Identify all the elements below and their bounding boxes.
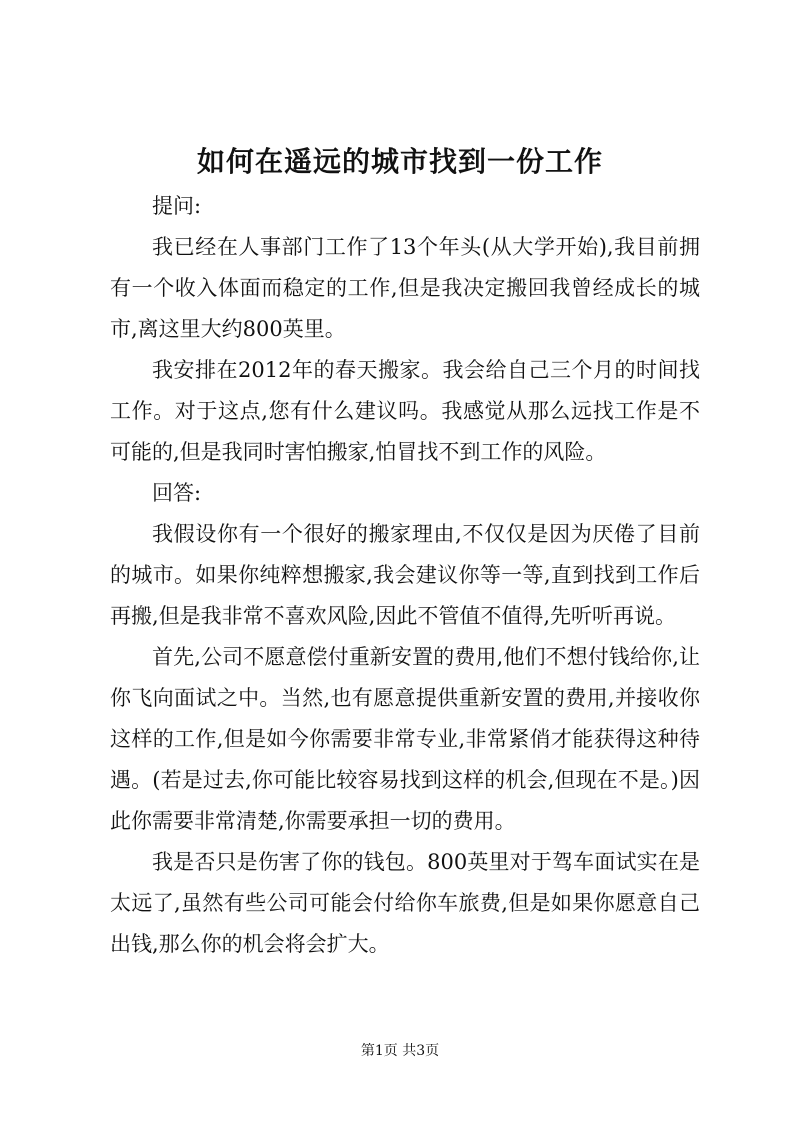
question-label: 提问: [152,194,202,218]
answer-label: 回答: [152,481,202,505]
question-paragraph-2: 我安排在2012年的春天搬家。我会给自己三个月的时间找工作。对于这点,您有什么建议吗。我感觉从那么远找工作是不可能的,但是我同时害怕搬家,怕冒找不到工作的风险。 [110,358,700,464]
page-indicator: 第1页 共3页 [360,1043,440,1059]
answer-paragraph-2: 首先,公司不愿意偿付重新安置的费用,他们不想付钱给你,让你飞向面试之中。当然,也有愿意提供重新安置的费用,并接收你这样的工作,但是如今你需要非常专业,非常紧俏才能获得这种待遇。(若是过去,你可能比较容易找到这样的机会,但现在不是。)因此你需要非常清楚,你需要承担一切的费用。 [110,645,700,833]
answer-paragraph-3: 我是否只是伤害了你的钱包。800英里对于驾车面试实在是太远了,虽然有些公司可能会付给你车旅费,但是如果你愿意自己出钱,那么你的机会将会扩大。 [110,850,700,956]
document-body [110,186,700,965]
document-title: 如何在遥远的城市找到一份工作 [196,145,603,178]
question-paragraph-1: 我已经在人事部门工作了13个年头(从大学开始),我目前拥有一个收入体面而稳定的工作,但是我决定搬回我曾经成长的城市,离这里大约800英里。 [110,235,700,341]
answer-paragraph-1: 我假设你有一个很好的搬家理由,不仅仅是因为厌倦了目前的城市。如果你纯粹想搬家,我会建议你等一等,直到找到工作后再搬,但是我非常不喜欢风险,因此不管值不值得,先听听再说。 [110,522,700,628]
